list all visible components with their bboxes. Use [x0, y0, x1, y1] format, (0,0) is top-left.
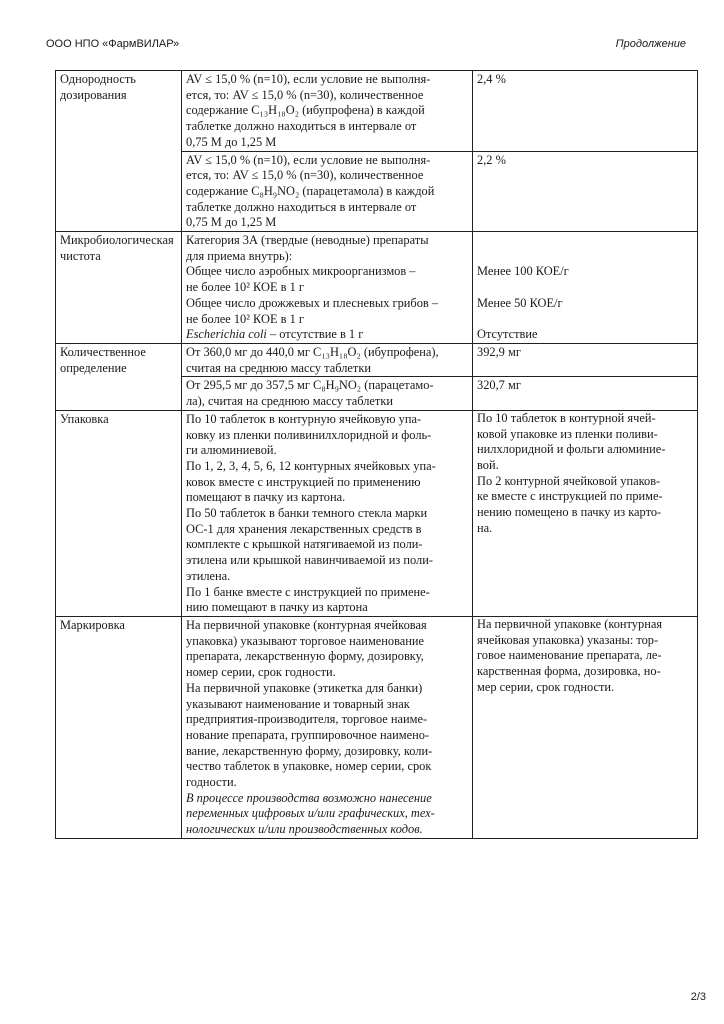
result-cell	[473, 344, 698, 377]
text-line: предприятия-производителя, торговое наиме-	[186, 712, 428, 727]
text-line: Однородность	[60, 72, 136, 86]
text-line: ется, то: AV ≤ 15,0 % (n=30), количественное	[186, 168, 424, 183]
parameter-cell	[56, 344, 182, 411]
text-line: ется, то: AV ≤ 15,0 % (n=30), количественное	[186, 87, 424, 102]
text-line: AV ≤ 15,0 % (n=10), если условие не выполня-	[186, 72, 431, 86]
text-line: переменных цифровых и/или графических, тех-	[186, 806, 435, 821]
text-line: говое наименование препарата, ле-	[477, 648, 662, 663]
text-line: Общее число аэробных микроорганизмов –	[186, 264, 416, 279]
text-line: комплекте с крышкой натягиваемой из поли-	[186, 537, 423, 552]
text-line: По 1 банке вместе с инструкцией по примене-	[186, 584, 430, 599]
text-line: Категория 3А (твердые (неводные) препараты	[186, 233, 429, 248]
text-line: указывают наименование и товарный знак	[186, 696, 410, 711]
text-line: По 10 таблеток в контурной ячей-	[477, 410, 656, 425]
table-row	[56, 71, 698, 152]
text-line: От 295,5 мг до 357,5 мг C₈H₉NO₂ (парацетамо-	[186, 378, 434, 393]
text-line: для приема внутрь):	[186, 248, 293, 263]
text-line: ковку из пленки поливинилхлоридной и фоль-	[186, 427, 432, 442]
result-cell	[473, 71, 698, 152]
text-line: ковой упаковке из пленки поливи-	[477, 426, 658, 441]
text-line: 0,75 М до 1,25 М	[186, 215, 277, 230]
text-line: нологических и/или производственных кодов.	[186, 822, 423, 837]
specification-cell	[182, 151, 473, 232]
text-line: мер серии, срок годности.	[477, 679, 615, 694]
parameter-cell	[56, 71, 182, 232]
table-row	[56, 410, 698, 616]
text-line: нилхлоридной и фольги алюминие-	[477, 442, 666, 457]
text-line	[477, 249, 693, 265]
text-line: Общее число дрожжевых и плесневых грибов –	[186, 295, 439, 310]
text-line: упаковка) указывают торговое наименование	[186, 633, 425, 648]
text-line: ячейковая упаковка) указаны: тор-	[477, 632, 659, 647]
text-line: вой.	[477, 457, 499, 472]
table-row	[56, 232, 698, 344]
text-line: По 2 контурной ячейковой упаков-	[477, 473, 661, 488]
text-line: 0,75 М до 1,25 М	[186, 134, 277, 149]
text-line: Микробиологическая	[60, 233, 174, 248]
header-organization: ООО НПО «ФармВИЛАР»	[46, 38, 180, 50]
text-line: дозирования	[60, 87, 127, 102]
parameter-cell	[56, 616, 182, 838]
specification-cell	[182, 616, 473, 838]
text-line: содержание C₁₃H₁₈O₂ (ибупрофена) в каждой	[186, 103, 425, 118]
table-row	[56, 616, 698, 838]
text-line: Менее 50 КОЕ/г	[477, 295, 563, 310]
text-line	[477, 233, 693, 249]
text-line: На первичной упаковке (контурная	[477, 616, 663, 631]
text-line: номер серии, срок годности.	[186, 665, 336, 680]
text-line: нению помещено в пачку из карто-	[477, 505, 662, 520]
text-line	[477, 280, 693, 296]
text-line: ОС-1 для хранения лекарственных средств в	[186, 521, 422, 536]
text-line: этилена.	[186, 568, 231, 583]
text-line: На первичной упаковке (контурная ячейковая	[186, 617, 427, 632]
text-line: В процессе производства возможно нанесение	[186, 790, 432, 805]
text-line: ла), считая на среднюю массу таблетки	[186, 394, 393, 409]
result-cell	[473, 377, 698, 410]
text-line: Маркировка	[60, 617, 125, 632]
text-line: на.	[477, 520, 493, 535]
text-line: определение	[60, 360, 127, 375]
text-line: ке вместе с инструкцией по приме-	[477, 489, 663, 504]
text-line: ковок вместе с инструкцией по применению	[186, 474, 421, 489]
text-line: Escherichia coli – отсутствие в 1 г	[186, 327, 364, 342]
text-line: содержание C₈H₉NO₂ (парацетамола) в каждой	[186, 183, 435, 198]
specification-table	[55, 70, 698, 839]
specification-cell	[182, 377, 473, 410]
result-cell	[473, 616, 698, 838]
table-row	[56, 344, 698, 377]
text-line: не более 10² КОЕ в 1 г	[186, 311, 304, 326]
text-line: 2,4 %	[477, 72, 506, 86]
result-cell	[473, 410, 698, 616]
text-line: От 360,0 мг до 440,0 мг C₁₃H₁₈O₂ (ибупрофена),	[186, 345, 439, 360]
text-line: 2,2 %	[477, 152, 506, 167]
specification-cell	[182, 410, 473, 616]
specification-cell	[182, 232, 473, 344]
text-line: не более 10² КОЕ в 1 г	[186, 280, 304, 295]
text-line	[477, 312, 693, 328]
text-line: помещают в пачку из картона.	[186, 490, 346, 505]
specification-cell	[182, 344, 473, 377]
text-line: Упаковка	[60, 411, 109, 426]
text-line: Отсутствие	[477, 327, 538, 342]
text-line: Количественное	[60, 345, 146, 360]
text-line: годности.	[186, 775, 237, 790]
text-line: этилена или крышкой навинчиваемой из поли-	[186, 553, 433, 568]
text-line: По 50 таблеток в банки темного стекла марки	[186, 506, 428, 521]
text-line: AV ≤ 15,0 % (n=10), если условие не выполня-	[186, 152, 431, 167]
parameter-cell	[56, 232, 182, 344]
text-line: считая на среднюю массу таблетки	[186, 360, 371, 375]
specification-cell	[182, 71, 473, 152]
text-line: чистота	[60, 248, 101, 263]
parameter-cell	[56, 410, 182, 616]
text-line: нование препарата, группировочное наимено-	[186, 727, 430, 742]
text-line: нию помещают в пачку из картона	[186, 600, 368, 615]
text-line: ги алюминиевой.	[186, 443, 277, 458]
text-line: Менее 100 КОЕ/г	[477, 264, 569, 279]
text-line: препарата, лекарственную форму, дозировку,	[186, 649, 424, 664]
text-line: вание, лекарственную форму, дозировку, коли-	[186, 743, 433, 758]
result-cell	[473, 232, 698, 344]
header-continuation: Продолжение	[615, 38, 686, 50]
text-line: таблетке должно находиться в интервале от	[186, 199, 417, 214]
text-line: По 1, 2, 3, 4, 5, 6, 12 контурных ячейковых упа-	[186, 458, 436, 473]
text-line: 320,7 мг	[477, 378, 521, 393]
text-line: чество таблеток в упаковке, номер серии, срок	[186, 759, 432, 774]
result-cell	[473, 151, 698, 232]
text-line: На первичной упаковке (этикетка для банки)	[186, 680, 423, 695]
text-line: карственная форма, дозировка, но-	[477, 664, 661, 679]
text-line: таблетке должно находиться в интервале от	[186, 119, 417, 134]
text-line: 392,9 мг	[477, 345, 521, 360]
text-line: По 10 таблеток в контурную ячейковую упа-	[186, 411, 422, 426]
page-number: 2/3	[690, 991, 706, 1003]
